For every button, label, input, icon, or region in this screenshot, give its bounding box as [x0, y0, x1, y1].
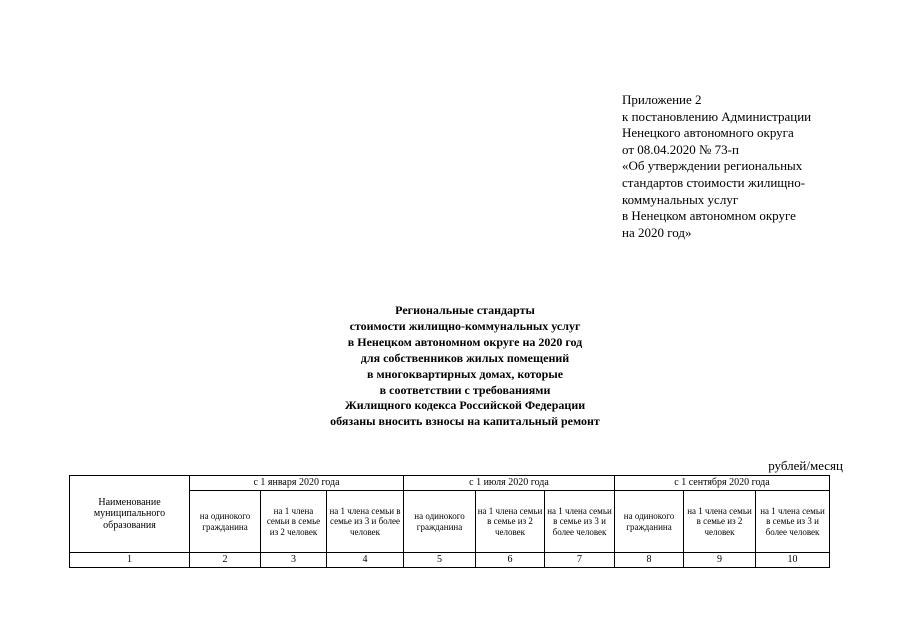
- column-number: 10: [756, 553, 830, 568]
- column-number: 9: [684, 553, 756, 568]
- title-line: стоимости жилищно-коммунальных услуг: [349, 318, 581, 333]
- subheader-single: на одинокого гражданина: [404, 491, 476, 553]
- subheader-single: на одинокого гражданина: [190, 491, 261, 553]
- subheader-family-2: на 1 члена семьи в семье из 2 человек: [684, 491, 756, 553]
- appendix-line: Приложение 2: [622, 92, 702, 107]
- appendix-line: от 08.04.2020 № 73-п: [622, 141, 739, 157]
- subheader-family-2: на 1 члена семьи в семье из 2 человек: [476, 491, 545, 553]
- title-line: обязаны вносить взносы на капитальный ремонт: [330, 414, 600, 429]
- standards-table: [69, 475, 830, 568]
- title-line: Региональные стандарты: [395, 303, 535, 317]
- appendix-line: к постановлению Администрации: [622, 108, 812, 124]
- column-number: 5: [404, 553, 476, 568]
- appendix-line: коммунальных услуг: [622, 191, 739, 207]
- column-number: 1: [70, 553, 190, 568]
- title-line: в Ненецком автономном округе на 2020 год: [347, 334, 583, 349]
- appendix-reference: [622, 92, 892, 241]
- appendix-line: на 2020 год»: [622, 224, 692, 240]
- period-header-jan: с 1 января 2020 года: [190, 476, 404, 491]
- title-line: Жилищного кодекса Российской Федерации: [344, 398, 586, 413]
- units-label: рублей/месяц: [768, 458, 843, 473]
- column-number: 2: [190, 553, 261, 568]
- column-number: 6: [476, 553, 545, 568]
- document-title: [250, 303, 680, 430]
- title-line: в соответствии с требованиями: [379, 382, 551, 397]
- table-header-row: [70, 476, 830, 491]
- column-number-row: [70, 553, 830, 568]
- title-line: в многоквартирных домах, которые: [366, 366, 564, 381]
- column-number: 8: [615, 553, 684, 568]
- title-line: для собственников жилых помещений: [360, 350, 570, 365]
- appendix-line: Ненецкого автономного округа: [622, 125, 794, 141]
- appendix-line: «Об утверждении региональных: [622, 158, 803, 174]
- period-header-jul: с 1 июля 2020 года: [404, 476, 615, 491]
- subheader-family-3plus: на 1 члена семьи в семье из 3 и более человек: [545, 491, 615, 553]
- column-number: 4: [327, 553, 404, 568]
- period-header-sep: с 1 сентября 2020 года: [615, 476, 830, 491]
- appendix-line: стандартов стоимости жилищно-: [622, 174, 806, 190]
- column-number: 7: [545, 553, 615, 568]
- subheader-single: на одинокого гражданина: [615, 491, 684, 553]
- subheader-family-3plus: на 1 члена семьи в семье из 3 и более человек: [756, 491, 830, 553]
- municipality-header: Наименование муниципального образования: [70, 476, 190, 553]
- subheader-family-3plus: на 1 члена семьи в семье из 3 и более человек: [327, 491, 404, 553]
- column-number: 3: [261, 553, 327, 568]
- appendix-line: в Ненецком автономном округе: [622, 208, 796, 224]
- subheader-family-2: на 1 члена семьи в семье из 2 человек: [261, 491, 327, 553]
